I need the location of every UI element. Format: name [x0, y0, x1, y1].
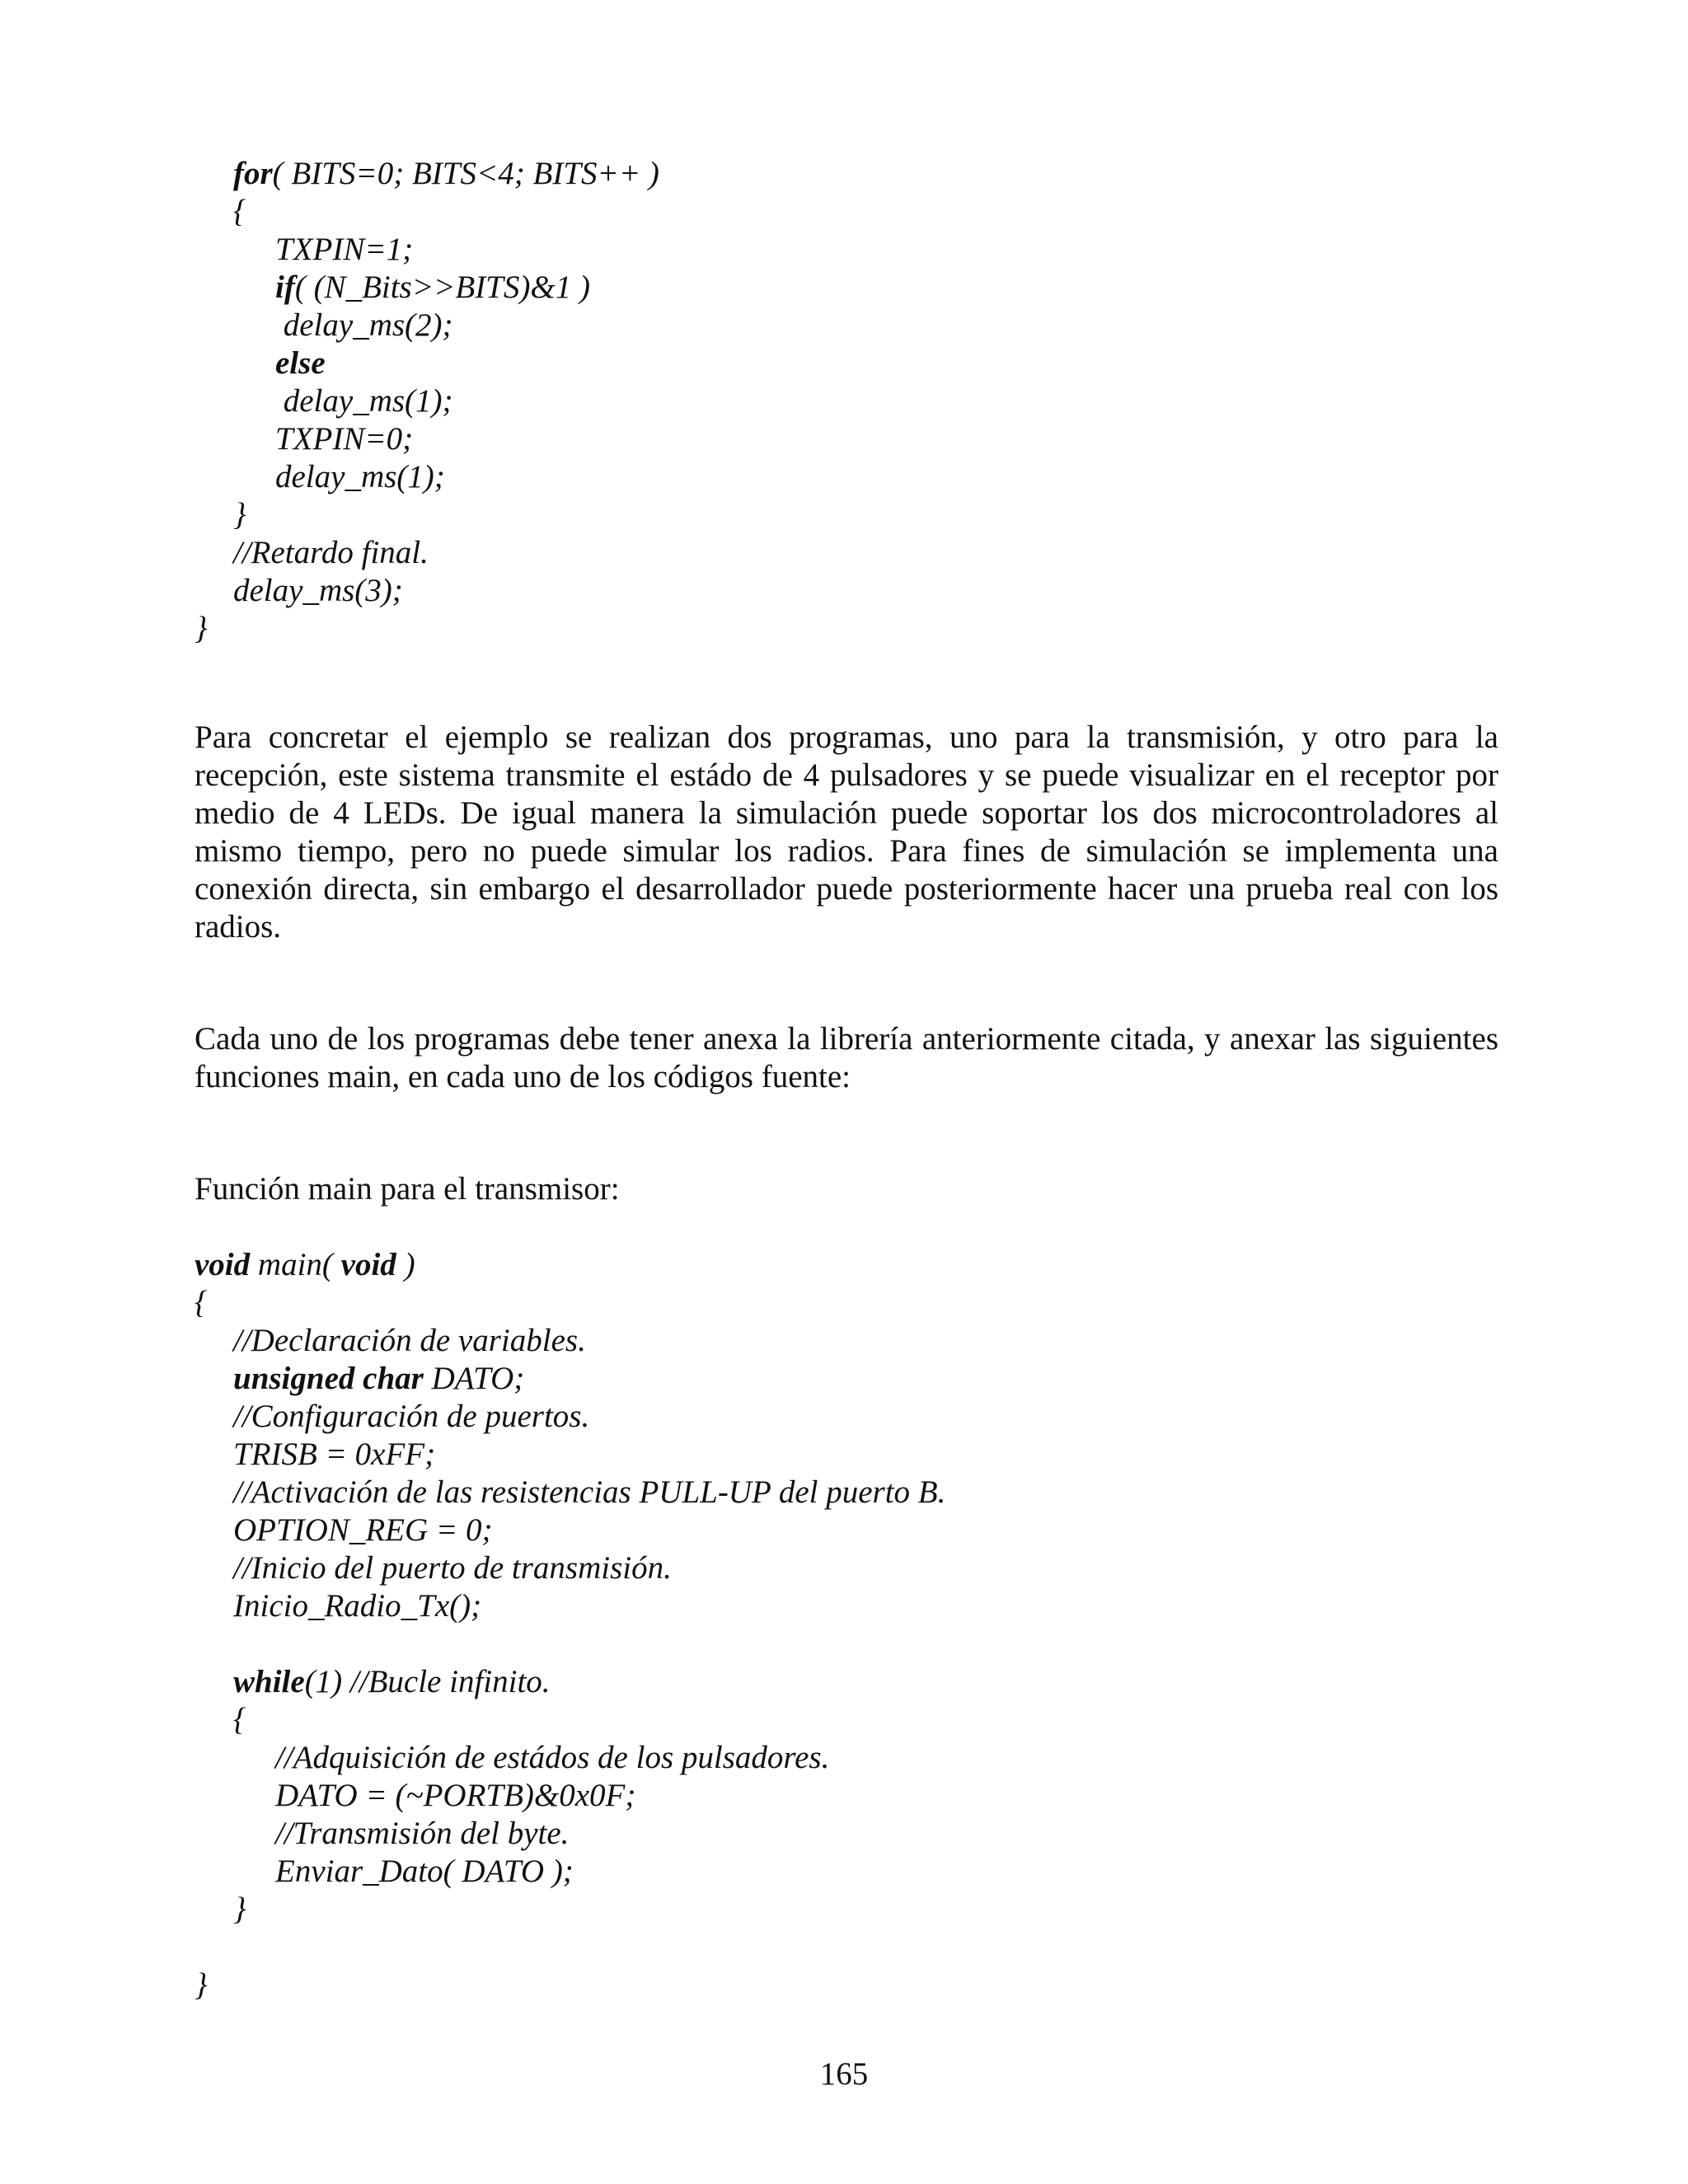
code-line: else [275, 345, 326, 381]
code-line: TXPIN=1; [275, 232, 414, 267]
code-line: for( BITS=0; BITS<4; BITS++ ) [233, 156, 659, 191]
code-line: delay_ms(1); [275, 383, 453, 419]
code-line: { [233, 1702, 246, 1737]
code-line: Enviar_Dato( DATO ); [275, 1854, 574, 1889]
paragraph-example-description: Para concretar el ejemplo se realizan dos programas, uno para la transmisión, y otro para la recepción, este sistema transmite el estádo de 4 pulsadores y se puede visualizar en el receptor por medio de 4 LEDs. De igual manera la simulación puede soportar los dos microcontroladores al mismo tiempo, pero no puede simular los radios. Para fines de simulación se implementa una conexión directa, sin embargo el desarrollador puede posteriormente hacer una prueba real con los radios. [195, 719, 1498, 944]
code-line: delay_ms(2); [275, 307, 453, 343]
code-line: //Activación de las resistencias PULL-UP del puerto B. [233, 1474, 946, 1510]
code-line: void main( void ) [195, 1247, 415, 1282]
code-line: } [195, 611, 208, 646]
code-line: DATO = (~PORTB)&0x0F; [275, 1778, 636, 1813]
code-line: //Configuración de puertos. [233, 1399, 590, 1434]
code-line: { [195, 1285, 208, 1320]
code-line: //Inicio del puerto de transmisión. [233, 1550, 672, 1586]
code-line: if( (N_Bits>>BITS)&1 ) [275, 269, 590, 305]
code-line: delay_ms(1); [275, 459, 445, 494]
code-line: //Transmisión del byte. [275, 1816, 570, 1851]
paragraph-libraries: Cada uno de los programas debe tener anexa la librería anteriormente citada, y anexar las siguientes funciones main, en cada uno de los códigos fuente: [195, 1021, 1498, 1094]
code-line: //Retardo final. [233, 535, 429, 570]
section-heading: Función main para el transmisor: [195, 1171, 620, 1207]
code-line: TXPIN=0; [275, 421, 414, 457]
code-line: delay_ms(3); [233, 573, 403, 608]
code-line: //Declaración de variables. [233, 1323, 586, 1358]
code-line: //Adquisición de estádos de los pulsadores. [275, 1740, 830, 1775]
code-line: while(1) //Bucle infinito. [233, 1664, 551, 1699]
code-line: { [233, 194, 246, 229]
code-line: OPTION_REG = 0; [233, 1512, 493, 1548]
code-line: Inicio_Radio_Tx(); [233, 1588, 482, 1624]
code-line: } [195, 1967, 208, 2003]
code-line: } [233, 497, 246, 532]
code-line: unsigned char DATO; [233, 1361, 525, 1396]
code-line: } [233, 1891, 246, 1927]
page-number: 165 [819, 2056, 869, 2092]
code-line: TRISB = 0xFF; [233, 1436, 436, 1472]
